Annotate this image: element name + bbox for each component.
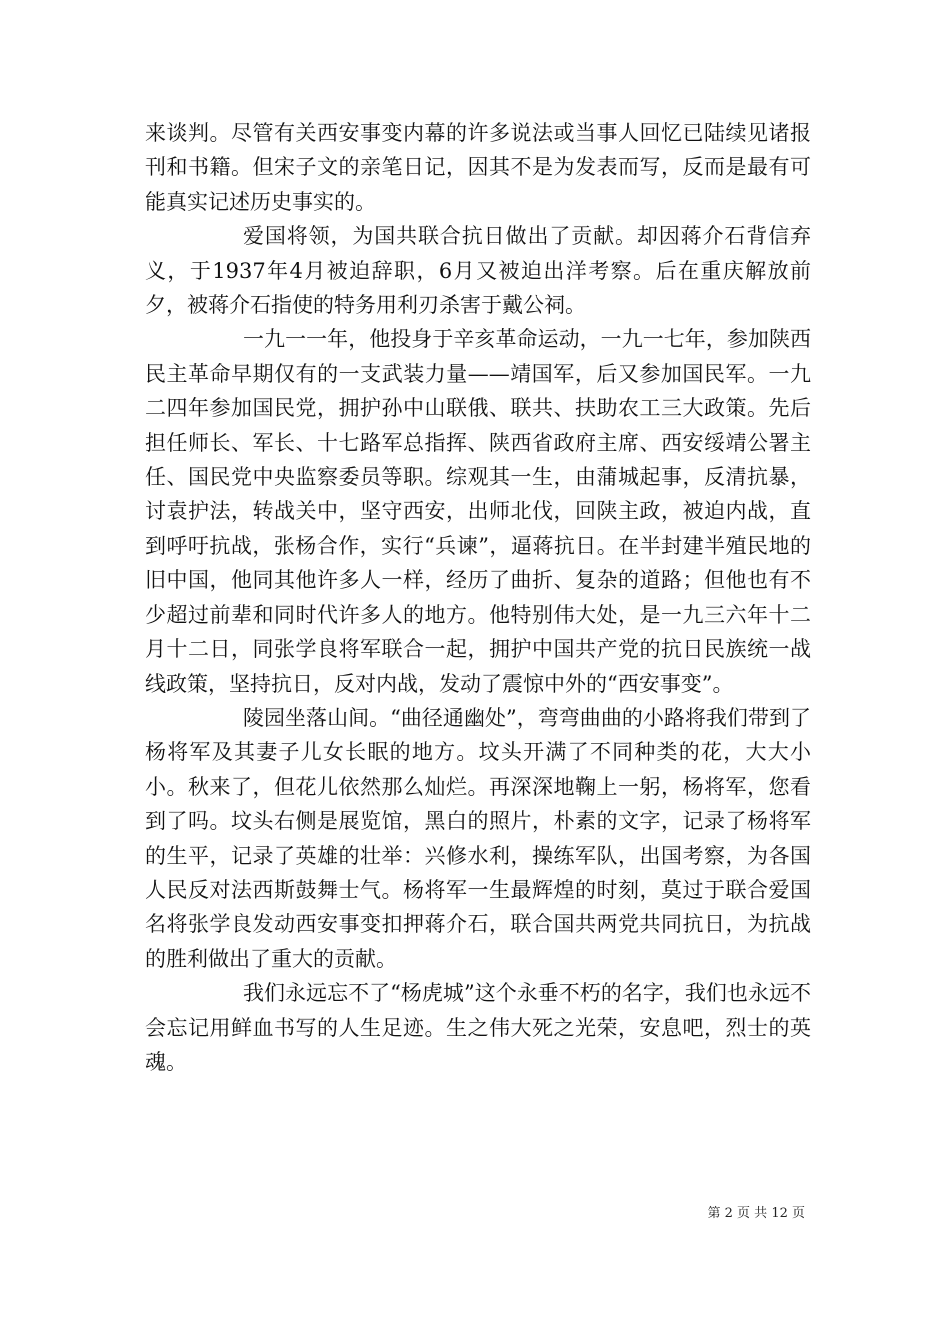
body-text <box>145 116 811 1079</box>
paragraph-1: 来谈判。尽管有关西安事变内幕的许多说法或当事人回忆已陆续见诸报刊和书籍。但宋子文的亲笔日记，因其不是为发表而写，反而是最有可能真实记述历史事实的。 <box>145 121 811 214</box>
paragraph-2: 爱国将领，为国共联合抗日做出了贡献。却因蒋介石背信弃义，于1937年4月被迫辞职，6月又被迫出洋考察。后在重庆解放前夕，被蒋介石指使的特务用利刃杀害于戴公祠。 <box>145 224 811 318</box>
paragraph-3: 一九一一年，他投身于辛亥革命运动，一九一七年，参加陕西民主革命早期仅有的一支武装力量——靖国军，后又参加国民军。一九二四年参加国民党，拥护孙中山联俄、联共、扶助农工三大政策。先后担任师长、军长、十七路军总指挥、陕西省政府主席、西安绥靖公署主任、国民党中央监察委员等职。综观其一生，由蒲城起事，反清抗暴，讨袁护法，转战关中，坚守西安，出师北伐，回陕主政，被迫内战，直到呼吁抗战，张杨合作，实行“兵谏”，逼蒋抗日。在半封建半殖民地的旧中国，他同其他许多人一样，经历了曲折、复杂的道路；但他也有不少超过前辈和同时代许多人的地方。他特别伟大处，是一九三六年十二月十二日，同张学良将军联合一起，拥护中国共产党的抗日民族统一战线政策，坚持抗日，反对内战，发动了震惊中外的“西安事变”。 <box>145 327 811 696</box>
page-number-footer: 第 2 页 共 12 页 <box>707 1206 805 1221</box>
paragraph-4: 陵园坐落山间。“曲径通幽处”，弯弯曲曲的小路将我们带到了杨将军及其妻子儿女长眠的地方。坟头开满了不同种类的花，大大小小。秋来了，但花儿依然那么灿烂。再深深地鞠上一躬，杨将军，您看到了吗。坟头右侧是展览馆，黑白的照片，朴素的文字，记录了杨将军的生平，记录了英雄的壮举：兴修水利，操练军队，出国考察，为各国人民反对法西斯鼓舞士气。杨将军一生最辉煌的时刻，莫过于联合爱国名将张学良发动西安事变扣押蒋介石，联合国共两党共同抗日，为抗战的胜利做出了重大的贡献。 <box>145 705 811 971</box>
paragraph-5: 我们永远忘不了“杨虎城”这个永垂不朽的名字，我们也永远不会忘记用鲜血书写的人生足迹。生之伟大死之光荣，安息吧，烈士的英魂。 <box>145 981 811 1074</box>
